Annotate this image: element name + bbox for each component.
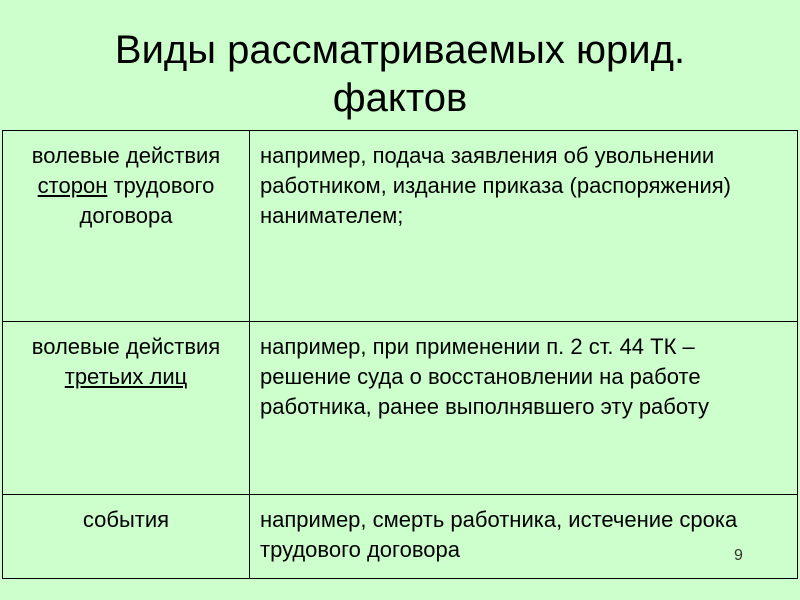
fact-example-text: например, при применении п. 2 ст. 44 ТК – решение суда о восстановлении на работе работника, ранее выполнявшего эту работу: [260, 334, 709, 419]
fact-type-text: события: [82, 507, 170, 532]
table-row: [3, 322, 798, 495]
fact-type-text: волевые действия: [31, 143, 221, 168]
fact-type-cell: [3, 131, 250, 322]
legal-facts-table: [2, 130, 798, 579]
slide-title: [0, 26, 800, 122]
fact-type-underlined: третьих лиц: [64, 364, 188, 389]
fact-type-text: волевые действия: [31, 334, 221, 359]
fact-type-cell: [3, 495, 250, 579]
slide-title-line-2: фактов: [332, 76, 468, 120]
fact-example-cell: [250, 495, 798, 579]
fact-example-text: например, подача заявления об увольнении работником, издание приказа (распоряжения) нанимателем;: [260, 143, 731, 228]
fact-example-cell: [250, 322, 798, 495]
fact-type-text-suffix: трудового договора: [79, 173, 215, 228]
fact-example-text: например, смерть работника, истечение срока трудового договора: [260, 507, 738, 562]
fact-example-cell: [250, 131, 798, 322]
fact-type-cell: [3, 322, 250, 495]
fact-type-underlined: сторон: [37, 173, 108, 198]
table-row: [3, 131, 798, 322]
table-row: [3, 495, 798, 579]
slide-title-line-1: Виды рассматриваемых юрид.: [114, 28, 686, 72]
slide-number: 9: [734, 547, 743, 564]
